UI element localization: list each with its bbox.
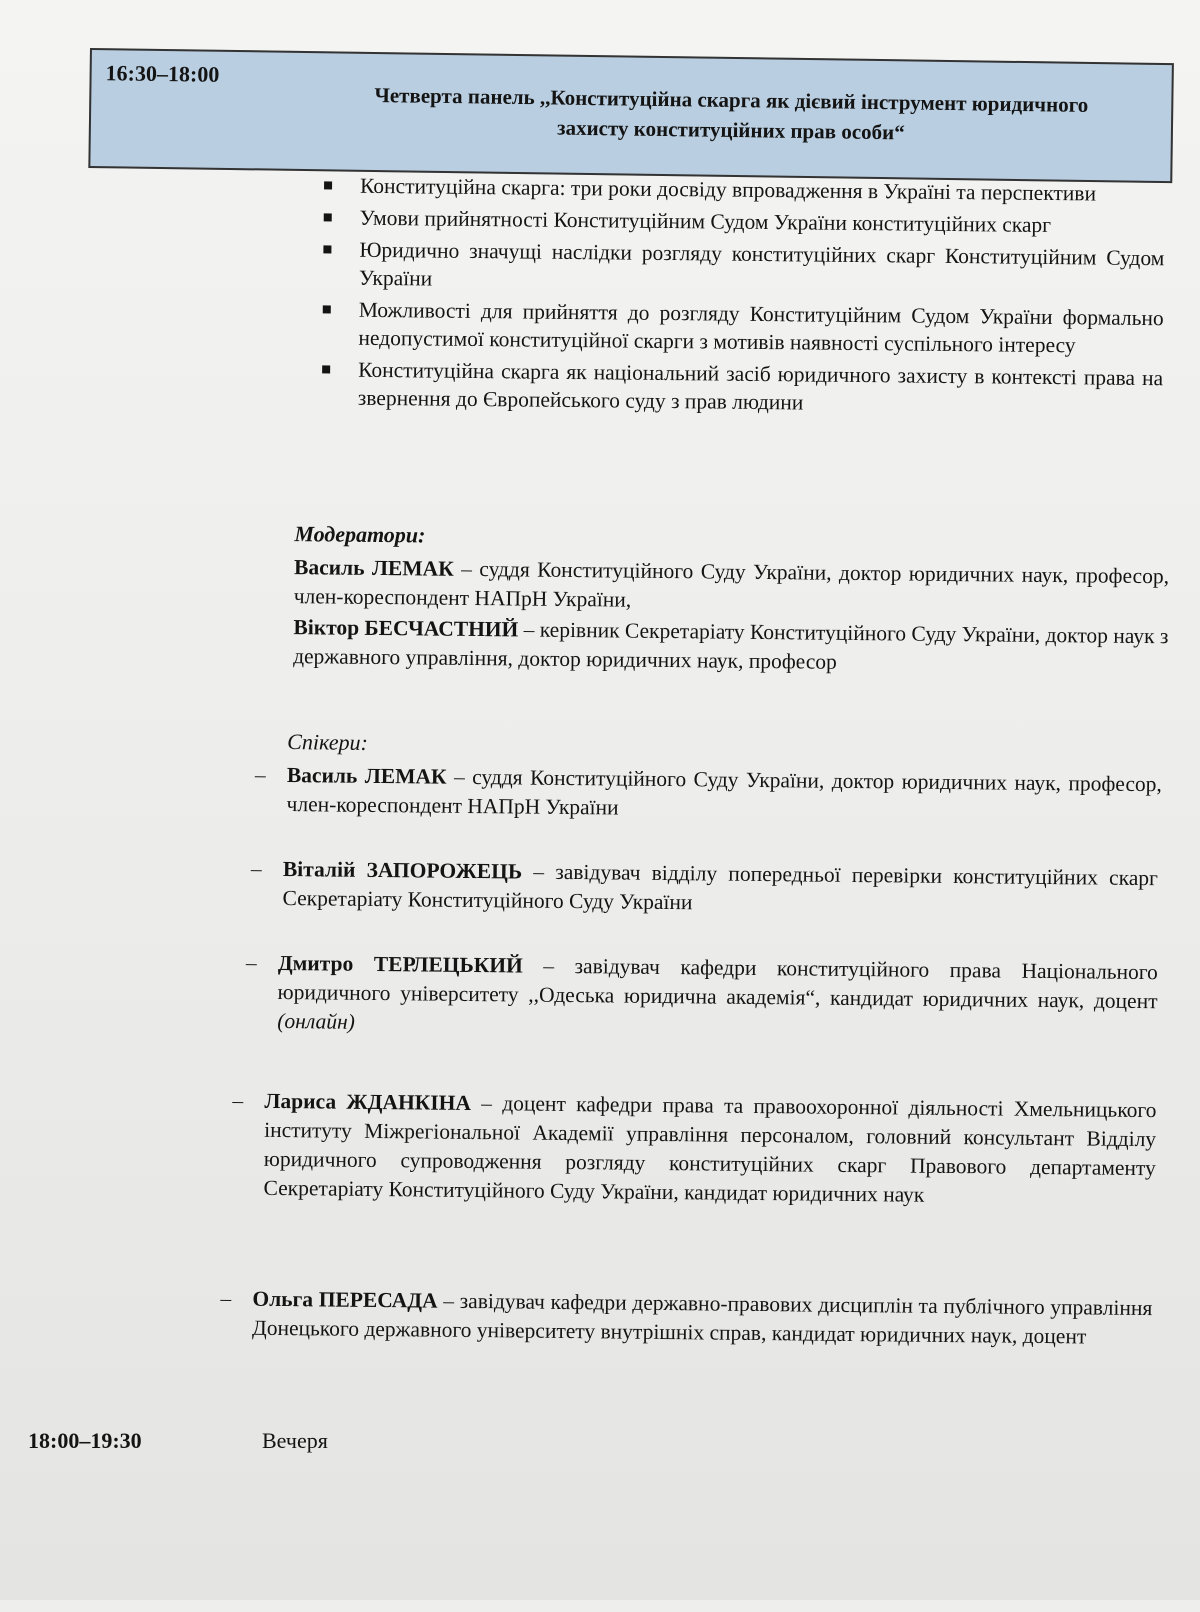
list-item: Можливості для прийняття до розгляду Конституційним Судом України формально недопустимої конституційної скарги з мотивів наявності суспільного інтересу bbox=[318, 295, 1164, 360]
bullet-square-icon bbox=[324, 213, 332, 221]
person-role: – керівник Секретаріату Конституційного Суду України, доктор наук з державного управління, доктор юридичних наук, професор bbox=[293, 617, 1169, 674]
dash-marker: – bbox=[232, 1088, 244, 1113]
person-name: Лариса ЖДАНКІНА bbox=[264, 1088, 472, 1115]
speaker-entry bbox=[245, 949, 1159, 1045]
dash-marker: – bbox=[254, 762, 266, 787]
person-name: Дмитро ТЕРЛЕЦЬКИЙ bbox=[277, 950, 523, 978]
bullet-square-icon bbox=[324, 181, 332, 189]
bullet-square-icon bbox=[323, 305, 331, 313]
topic-list bbox=[318, 171, 1166, 424]
list-item: Юридично значущі наслідки розгляду конституційних скарг Конституційним Судом України bbox=[319, 235, 1165, 300]
person-role: – завідувач кафедри конституційного права Національного юридичного університету ,,Одеська юридична академія“, кандидат юридичних наук, доцент bbox=[277, 953, 1159, 1014]
person-role: – завідувач кафедри державно-правових дисциплін та публічного управління Донецького державного університету внутрішніх справ, кандидат юридичних наук, доцент bbox=[251, 1288, 1153, 1349]
person-name: Віталій ЗАПОРОЖЕЦЬ bbox=[282, 857, 523, 884]
dinner-label: Вечеря bbox=[262, 1428, 328, 1453]
dinner-time: 18:00–19:30 bbox=[28, 1428, 142, 1453]
speaker-entry bbox=[250, 855, 1159, 922]
person-name: Василь ЛЕМАК bbox=[293, 555, 454, 581]
speaker-entry bbox=[254, 761, 1162, 828]
dash-marker: – bbox=[245, 950, 257, 975]
person-role: – завідувач відділу попередньої перевірки конституційних скарг Секретаріату Конституційного Суду України bbox=[282, 859, 1159, 915]
person-name: Василь ЛЕМАК bbox=[286, 763, 447, 789]
person-role: – суддя Конституційного Суду України, доктор юридичних наук, професор, член-кореспондент НАПрН України, bbox=[293, 556, 1170, 612]
speaker-entry bbox=[232, 1087, 1157, 1212]
speakers-heading: Спікери: bbox=[287, 729, 369, 755]
panel-time: 16:30–18:00 bbox=[105, 60, 220, 87]
moderator-entry bbox=[294, 553, 1170, 620]
person-name: Ольга ПЕРЕСАДА bbox=[252, 1286, 438, 1313]
person-name: Віктор БЕСЧАСТНИЙ bbox=[293, 615, 519, 642]
panel-title: Четверта панель ,,Конституційна скарга як дієвий інструмент юридичного захисту конституційних прав особи“ bbox=[374, 82, 1089, 145]
speaker-entry bbox=[220, 1285, 1153, 1352]
moderator-entry bbox=[293, 613, 1169, 680]
person-role: – доцент кафедри права та правоохоронної діяльності Хмельницького інституту Міжрегіональної Академії управління персоналом, головний консультант Відділу юридичного супроводження розгляду конституційних скарг Правового департаменту Секретаріату Конституційного Суду України, кандидат юридичних наук bbox=[263, 1091, 1157, 1207]
list-item: Конституційна скарга як національний засіб юридичного захисту в контексті права на звернення до Європейського суду з прав людини bbox=[318, 355, 1164, 420]
dash-marker: – bbox=[220, 1286, 232, 1311]
online-note: (онлайн) bbox=[277, 1008, 355, 1034]
bullet-square-icon bbox=[323, 245, 331, 253]
list-item: Конституційна скарга: три роки досвіду впровадження в Україні та перспективи bbox=[320, 171, 1165, 208]
moderators-heading: Модератори: bbox=[294, 521, 426, 548]
list-item: Умови прийнятності Конституційним Судом України конституційних скарг bbox=[320, 203, 1165, 240]
person-role: – суддя Конституційного Суду України, доктор юридичних наук, професор, член-кореспондент НАПрН України bbox=[286, 764, 1162, 820]
bullet-square-icon bbox=[322, 365, 330, 373]
dash-marker: – bbox=[250, 856, 262, 881]
